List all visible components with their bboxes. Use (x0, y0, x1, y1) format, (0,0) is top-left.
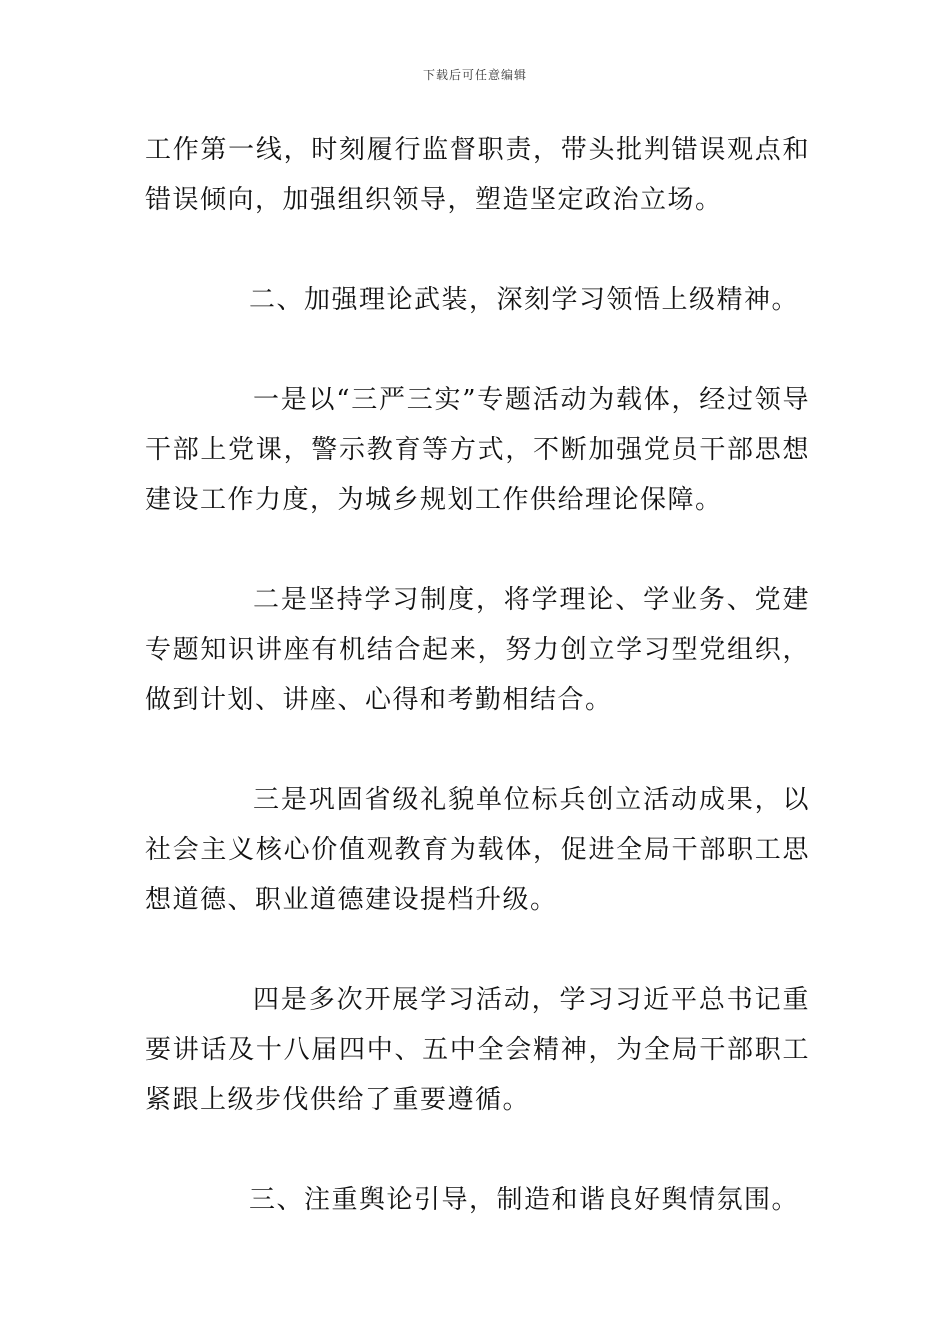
section-heading-3: 三、注重舆论引导，制造和谐良好舆情氛围。 (249, 1185, 800, 1215)
paragraph-item-2: 二是坚持学习制度，将学理论、学业务、党建专题知识讲座有机结合起来，努力创立学习型党组织，做到计划、讲座、心得和考勤相结合。 (145, 585, 810, 715)
paragraph-item-4: 四是多次开展学习活动，学习习近平总书记重要讲话及十八届四中、五中全会精神，为全局干部职工紧跟上级步伐供给了重要遵循。 (145, 985, 810, 1115)
paragraph-continuation: 工作第一线，时刻履行监督职责，带头批判错误观点和错误倾向，加强组织领导，塑造坚定政治立场。 (145, 135, 810, 215)
document-body (145, 125, 810, 1225)
section-heading-2: 二、加强理论武装，深刻学习领悟上级精神。 (249, 285, 800, 315)
paragraph-item-3: 三是巩固省级礼貌单位标兵创立活动成果，以社会主义核心价值观教育为载体，促进全局干部职工思想道德、职业道德建设提档升级。 (145, 785, 810, 915)
paragraph-item-1: 一是以“三严三实”专题活动为载体，经过领导干部上党课，警示教育等方式，不断加强党员干部思想建设工作力度，为城乡规划工作供给理论保障。 (145, 385, 810, 515)
page-header: 下载后可任意编辑 (422, 68, 527, 82)
